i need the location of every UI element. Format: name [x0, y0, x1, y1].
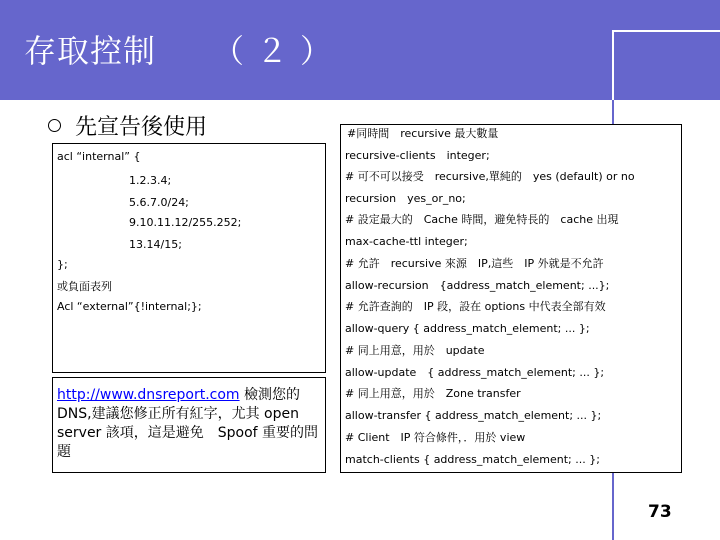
bullet-circle-icon	[48, 119, 61, 132]
slide-title	[24, 26, 344, 72]
dns-report-text	[57, 386, 321, 462]
options-line: # 可不可以接受 recursive,單純的 yes (default) or no	[345, 170, 635, 183]
options-line: allow-transfer { address_match_element; ... };	[345, 409, 602, 422]
options-line: allow-query { address_match_element; ... };	[345, 322, 590, 335]
options-line: allow-recursion {address_match_element; ...};	[345, 279, 610, 292]
options-line: recursive-clients integer;	[345, 149, 490, 162]
bullet-text: 先宣告後使用	[75, 115, 208, 140]
options-line: # 允許查詢的 IP 段，設在 options 中代表全部有效	[345, 300, 606, 313]
acl-line: 5.6.7.0/24;	[129, 196, 189, 209]
options-line: # 同上用意，用於 update	[345, 344, 485, 357]
options-line: # 設定最大的 Cache 時間，避免特長的 cache 出現	[345, 213, 619, 226]
options-line: match-clients { address_match_element; ... };	[345, 453, 600, 466]
options-code-box	[340, 124, 682, 473]
acl-line: 1.2.3.4;	[129, 174, 172, 187]
acl-line: 或負面表列	[57, 280, 112, 293]
acl-line: acl “internal” {	[57, 150, 141, 163]
dnsreport-link[interactable]: http://www.dnsreport.com	[57, 387, 240, 403]
options-line: # 允許 recursive 來源 IP,這些 IP 外就是不允許	[345, 257, 604, 270]
options-line: allow-update { address_match_element; ... };	[345, 366, 605, 379]
title-text: 存取控制	[24, 32, 157, 70]
decorative-frame-top	[612, 30, 720, 32]
dns-report-description: 檢測您的DNS,建議您修正所有紅字，尤其 open server 該項，這是避免 Spoof 重要的問題	[57, 387, 319, 460]
dns-report-box	[52, 377, 326, 473]
bullet-item	[48, 110, 207, 141]
options-line: recursion yes_or_no;	[345, 192, 466, 205]
page-number: 73	[648, 502, 672, 522]
options-line: # 同上用意，用於 Zone transfer	[345, 387, 521, 400]
decorative-frame-left	[612, 30, 614, 100]
acl-line: 9.10.11.12/255.252;	[129, 216, 242, 229]
acl-line: 13.14/15;	[129, 238, 182, 251]
acl-line: Acl “external”{!internal;};	[57, 300, 202, 313]
options-line: max-cache-ttl integer;	[345, 235, 468, 248]
title-suffix: （２）	[212, 32, 345, 70]
acl-code-box	[52, 143, 326, 373]
acl-line: };	[57, 258, 68, 271]
options-line: #同時間 recursive 最大數量	[347, 127, 499, 140]
options-line: # Client IP 符合條件，．用於 view	[345, 431, 526, 444]
